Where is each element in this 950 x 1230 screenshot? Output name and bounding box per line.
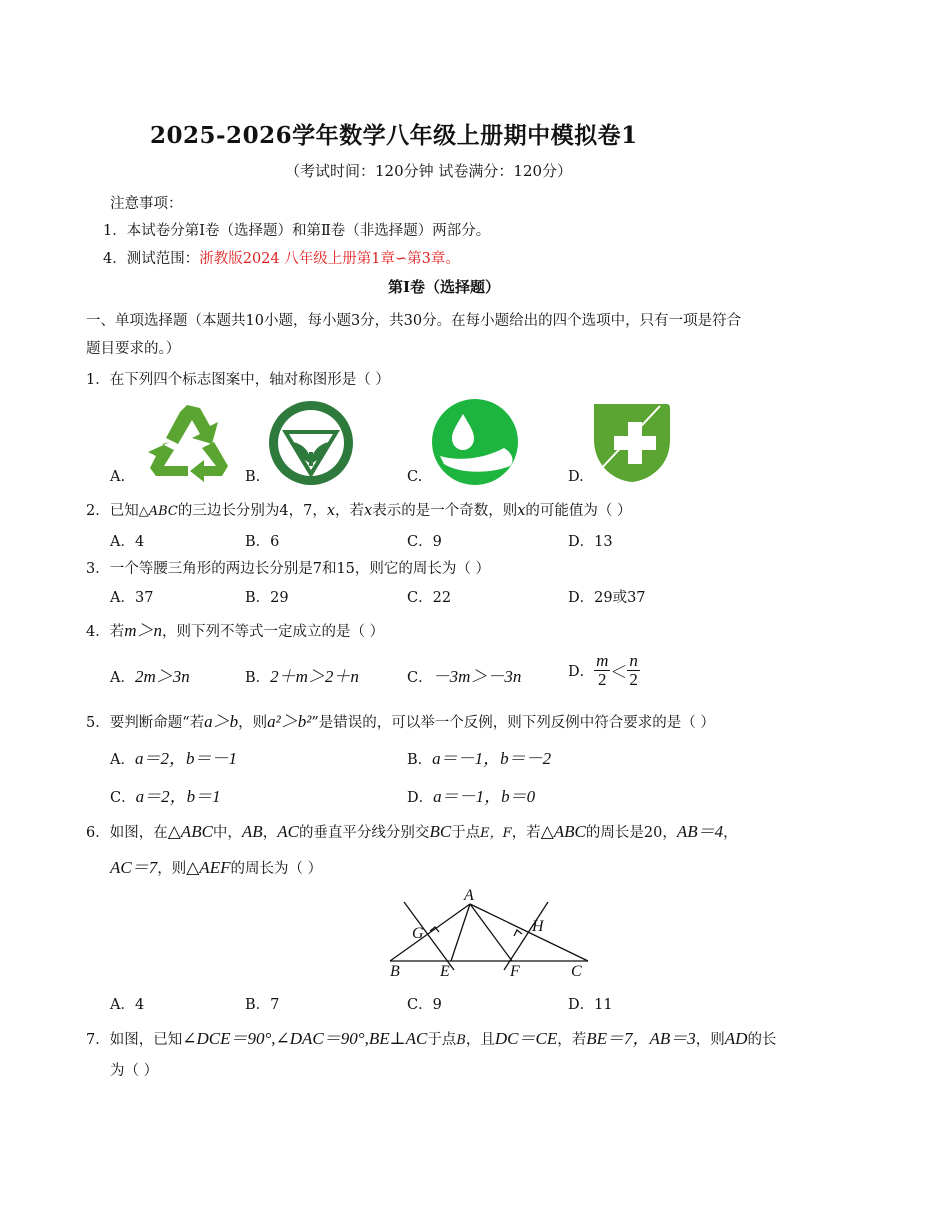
- q3-option-a: A．37: [110, 590, 154, 606]
- q6-ab-eq: AB＝4: [676, 822, 724, 841]
- q2-text-e: 的可能值为（ ）: [525, 503, 632, 519]
- q6-triangle-figure: [380, 884, 600, 984]
- q6-stem-line2: [110, 853, 322, 878]
- q6-text-b: 中，: [212, 825, 242, 841]
- q4-fraction-n: [627, 652, 640, 689]
- q1-option-c-label: C.: [407, 469, 423, 485]
- q7-ad: AD: [724, 1029, 748, 1048]
- q3-option-c: C．22: [407, 590, 452, 606]
- q7-condition-3: BE⊥AC: [368, 1029, 428, 1048]
- q6-text-c: ，: [262, 825, 278, 841]
- q6-triangle-aef: △AEF: [186, 858, 231, 877]
- q6-points-ef: E，F: [480, 826, 512, 841]
- q2-stem: [86, 499, 632, 520]
- q5-option-d-expr: a＝－1，b＝0: [433, 787, 536, 806]
- q2-option-d: D．13: [568, 534, 613, 550]
- q7-condition-1: ∠DCE＝90°: [182, 1029, 272, 1048]
- q4-option-a: [110, 662, 190, 687]
- q4-frac-m-den: 2: [598, 670, 607, 689]
- q1-option-a-label: A.: [110, 469, 126, 485]
- q3-option-d: D．29或37: [568, 590, 646, 606]
- q6-stem-line1: [86, 817, 738, 842]
- fig-label-e: E: [440, 963, 450, 980]
- q5-option-d-label: D．: [407, 790, 434, 806]
- q1-option-b-label: B.: [245, 469, 261, 485]
- q5-stem: [86, 707, 715, 732]
- q7-text-e: ，则: [695, 1032, 725, 1048]
- q1-stem: 1．在下列四个标志图案中，轴对称图形是（ ）: [86, 372, 390, 388]
- q4-frac-n-num: n: [629, 651, 638, 670]
- fig-label-g: G: [412, 925, 424, 942]
- q6-text-f: ，若: [511, 825, 541, 841]
- fig-label-f: F: [510, 963, 520, 980]
- q7-condition-4: DC＝CE: [494, 1029, 558, 1048]
- q5-option-b: [407, 744, 551, 769]
- exam-info: （考试时间：120分钟 试卷满分：120分）: [285, 162, 573, 180]
- q4-option-c-expr: －3m＞－3n: [432, 667, 522, 686]
- green-food-icon: [267, 400, 355, 486]
- note-item-4: [103, 247, 460, 268]
- q5-option-c: [110, 782, 221, 807]
- q4-option-b: [245, 662, 359, 687]
- q6-ab: AB: [241, 822, 263, 841]
- q4-stem: [86, 616, 384, 641]
- q4-less-than: ＜: [610, 663, 628, 682]
- q5-text-c: ”是错误的，可以举一个反例，则下列反例中符合要求的是（ ）: [311, 715, 715, 731]
- q2-var-x: x: [517, 503, 526, 519]
- q4-text-a: 4．若: [86, 624, 125, 640]
- line-ba: [390, 904, 470, 961]
- q4-option-d: [568, 652, 640, 689]
- q6-option-a: A．4: [110, 997, 145, 1013]
- q2-var-x: x: [364, 503, 373, 519]
- q6-text-e: 于点: [451, 825, 481, 841]
- q5-condition-1: a＞b: [204, 712, 239, 731]
- q5-option-a: [110, 744, 237, 769]
- q5-text-a: 5．要判断命题“若: [86, 715, 205, 731]
- q6-option-d: D．11: [568, 997, 613, 1013]
- q6-text-i: ，则: [157, 861, 187, 877]
- page-title: 2025-2026学年数学八年级上册期中模拟卷1: [150, 122, 638, 149]
- q7-text-d: ，若: [557, 1032, 587, 1048]
- q5-option-a-label: A．: [110, 752, 135, 768]
- q6-triangle-2: △ABC: [540, 822, 586, 841]
- q2-option-c: C．9: [407, 534, 442, 550]
- q2-text-c: ，若: [335, 503, 365, 519]
- q4-fraction-m: [594, 652, 610, 689]
- q6-text-g: 的周长是20，: [585, 825, 677, 841]
- fig-label-h: H: [532, 918, 544, 935]
- q6-text-a: 6．如图，在: [86, 825, 168, 841]
- q5-option-b-label: B．: [407, 752, 433, 768]
- q4-option-c-label: C．: [407, 670, 433, 686]
- fig-label-a: A: [464, 887, 474, 904]
- line-ae: [451, 904, 470, 961]
- q7-condition-2: ∠DAC＝90°: [275, 1029, 365, 1048]
- q5-text-b: ，则: [238, 715, 268, 731]
- q7-stem-line1: [86, 1024, 776, 1049]
- q2-text-a: 2．已知: [86, 503, 139, 519]
- q5-option-c-label: C．: [110, 790, 136, 806]
- q3-stem: 3．一个等腰三角形的两边长分别是7和15，则它的周长为（ ）: [86, 561, 491, 577]
- q2-triangle: △ABC: [138, 504, 178, 519]
- part1-line1: 一、单项选择题（本题共10小题，每小题3分，共30分。在每小题给出的四个选项中，只有一项是符合: [86, 313, 742, 329]
- q4-option-d-label: D．: [568, 664, 595, 680]
- fig-label-c: C: [571, 963, 582, 980]
- notes-heading: 注意事项：: [110, 196, 183, 212]
- q6-option-c: C．9: [407, 997, 442, 1013]
- q4-option-a-expr: 2m＞3n: [134, 667, 190, 686]
- q1-option-d-label: D.: [568, 469, 584, 485]
- q5-option-a-expr: a＝2，b＝－1: [134, 749, 237, 768]
- test-scope: 浙教版2024 八年级上册第1章∽第3章。: [199, 251, 460, 267]
- q7-text-b: 于点: [427, 1032, 457, 1048]
- q6-text-d: 的垂直平分线分别交: [298, 825, 430, 841]
- q6-text-j: 的周长为（ ）: [230, 861, 323, 877]
- q5-option-d: [407, 782, 535, 807]
- q5-option-b-expr: a＝－1，b＝－2: [432, 749, 552, 768]
- q4-frac-n-den: 2: [629, 670, 638, 689]
- perp-bisector-ac: [504, 902, 548, 970]
- q4-option-b-label: B．: [245, 670, 271, 686]
- q4-option-c: [407, 662, 521, 687]
- q4-condition: m＞n: [124, 621, 163, 640]
- note-item-1: 1．本试卷分第Ⅰ卷（选择题）和第Ⅱ卷（非选择题）两部分。: [103, 223, 491, 239]
- q6-ac-eq: AC＝7: [110, 858, 158, 877]
- part1-line2: 题目要求的。）: [86, 341, 181, 357]
- q7-comma: ,: [364, 1029, 369, 1048]
- q6-option-b: B．7: [245, 997, 280, 1013]
- q3-option-b: B．29: [245, 590, 289, 606]
- q7-comma: ,: [271, 1029, 276, 1048]
- q4-text-b: ，则下列不等式一定成立的是（ ）: [162, 624, 385, 640]
- q7-stem-line2: 为（ ）: [110, 1063, 159, 1079]
- q7-point-b: B: [456, 1033, 466, 1048]
- q7-text-f: 的长: [747, 1032, 777, 1048]
- q4-option-a-label: A．: [110, 670, 135, 686]
- q2-text-b: 的三边长分别为4，7，: [177, 503, 327, 519]
- fig-label-b: B: [390, 963, 400, 980]
- medical-cross-icon: [590, 400, 674, 484]
- q7-text-c: ，且: [465, 1032, 495, 1048]
- recycle-icon: [142, 400, 232, 482]
- q2-text-d: 表示的是一个奇数，则: [372, 503, 518, 519]
- q6-text-h: ，: [723, 825, 738, 841]
- right-angle-h: [514, 930, 522, 936]
- q5-condition-2: a²＞b²: [267, 712, 312, 731]
- section-title: 第Ⅰ卷（选择题）: [388, 278, 501, 296]
- q2-option-a: A．4: [110, 534, 145, 550]
- q6-bc: BC: [429, 822, 452, 841]
- note-item-4-label: 4．测试范围：: [103, 251, 200, 267]
- line-af: [470, 904, 512, 961]
- q2-var-x: x: [326, 503, 336, 519]
- q7-condition-5: BE＝7，AB＝3: [586, 1029, 696, 1048]
- q5-option-c-expr: a＝2，b＝1: [135, 787, 221, 806]
- q6-ac: AC: [277, 822, 299, 841]
- water-drop-icon: [430, 398, 520, 486]
- q6-triangle: △ABC: [167, 822, 213, 841]
- q2-option-b: B．6: [245, 534, 280, 550]
- q4-frac-m-num: m: [596, 651, 609, 670]
- q7-text-a: 7．如图，已知: [86, 1032, 183, 1048]
- q4-option-b-expr: 2＋m＞2＋n: [270, 667, 359, 686]
